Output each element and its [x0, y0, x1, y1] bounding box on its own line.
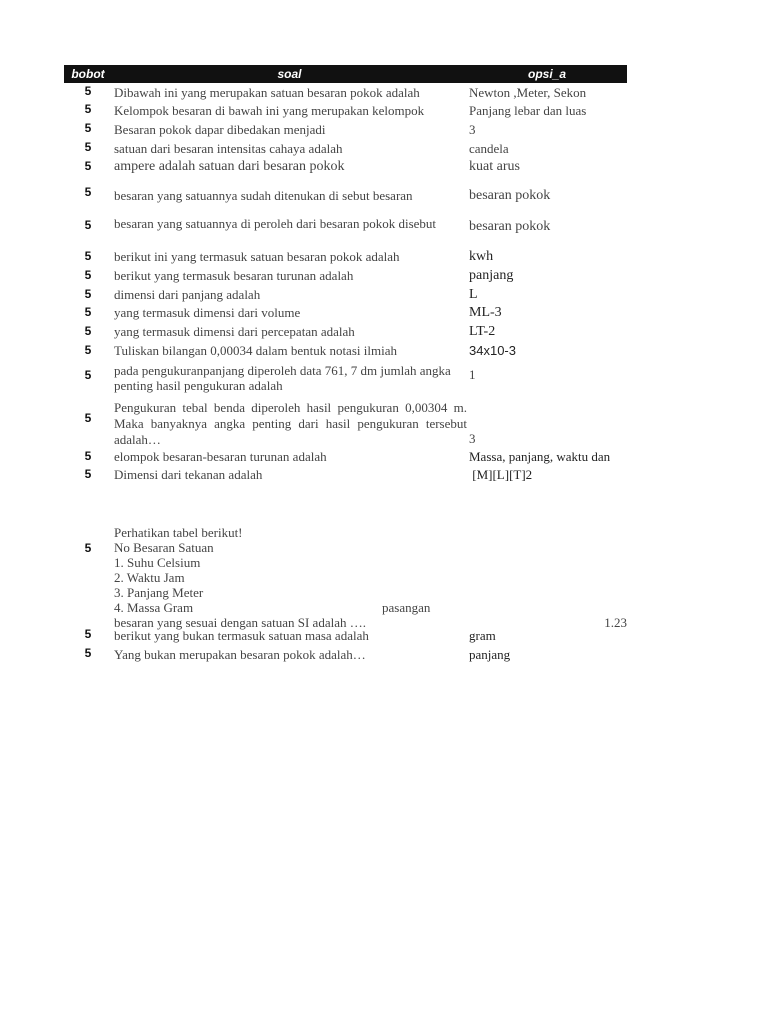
question-line: Perhatikan tabel berikut! — [114, 525, 243, 540]
question-line: 2. Waktu Jam — [114, 570, 185, 585]
bobot-cell[interactable]: 5 — [84, 218, 92, 232]
table-row[interactable] — [64, 522, 627, 630]
soal-cell[interactable]: dimensi dari panjang adalah — [114, 287, 261, 302]
question-line-text: 4. Massa Gram — [114, 600, 194, 615]
table-row[interactable] — [64, 466, 627, 522]
pasangan-text: pasangan — [382, 600, 431, 615]
bobot-cell[interactable]: 5 — [84, 627, 92, 641]
table-row[interactable] — [64, 139, 627, 158]
question-line: No Besaran Satuan — [114, 540, 214, 555]
bobot-cell[interactable]: 5 — [84, 287, 92, 301]
opsi-cell[interactable]: kuat arus — [469, 159, 520, 174]
header-bobot[interactable]: bobot — [71, 67, 105, 81]
table-row[interactable] — [64, 645, 627, 664]
soal-cell[interactable]: Dibawah ini yang merupakan satuan besaran pokok adalah — [114, 85, 420, 100]
opsi-cell[interactable]: kwh — [469, 249, 494, 264]
soal-cell[interactable]: berikut yang termasuk besaran turunan adalah — [114, 268, 354, 283]
question-last-text: besaran yang sesuai dengan satuan SI adalah …. — [114, 615, 366, 630]
table-row[interactable] — [64, 395, 627, 448]
soal-cell[interactable]: Yang bukan merupakan besaran pokok adalah… — [114, 647, 366, 662]
bobot-cell[interactable]: 5 — [84, 268, 92, 282]
opsi-cell[interactable]: gram — [469, 628, 496, 643]
bobot-cell[interactable]: 5 — [84, 467, 92, 481]
table-row[interactable] — [64, 158, 627, 185]
soal-cell[interactable]: yang termasuk dimensi dari percepatan adalah — [114, 324, 355, 339]
opsi-cell[interactable]: panjang — [469, 647, 511, 662]
bobot-cell[interactable]: 5 — [84, 541, 92, 555]
table-row[interactable] — [64, 248, 627, 267]
opsi-cell[interactable]: 1 — [469, 367, 476, 382]
bobot-cell[interactable]: 5 — [84, 121, 92, 135]
soal-cell[interactable]: elompok besaran-besaran turunan adalah — [114, 449, 327, 464]
table-row[interactable] — [64, 626, 627, 645]
bobot-cell[interactable]: 5 — [84, 324, 92, 338]
table-row[interactable] — [64, 360, 627, 395]
soal-cell[interactable]: yang termasuk dimensi dari volume — [114, 305, 301, 320]
question-line: 3. Panjang Meter — [114, 585, 204, 600]
header-opsi-a[interactable]: opsi_a — [527, 67, 566, 81]
bobot-cell[interactable]: 5 — [84, 646, 92, 660]
table-row[interactable] — [64, 448, 627, 466]
bobot-cell[interactable]: 5 — [84, 368, 92, 382]
soal-cell[interactable]: Tuliskan bilangan 0,00034 dalam bentuk notasi ilmiah — [114, 343, 397, 358]
opsi-cell[interactable]: candela — [469, 141, 509, 156]
soal-cell[interactable]: berikut ini yang termasuk satuan besaran pokok adalah — [114, 249, 400, 264]
opsi-cell[interactable]: besaran pokok — [469, 188, 551, 203]
soal-cell[interactable]: besaran yang satuannya sudah ditenukan di sebut besaran — [114, 188, 413, 203]
opsi-cell[interactable]: L — [469, 287, 478, 302]
bobot-cell[interactable]: 5 — [84, 185, 92, 199]
question-line: 1. Suhu Celsium — [114, 555, 201, 570]
soal-cell[interactable]: satuan dari besaran intensitas cahaya adalah — [114, 141, 343, 156]
soal-cell-table-question[interactable] — [112, 525, 627, 630]
answer-value[interactable]: 1.23 — [604, 615, 627, 630]
header-soal[interactable]: soal — [277, 67, 302, 81]
question-line — [114, 600, 627, 615]
opsi-cell[interactable]: 3 — [469, 431, 476, 446]
bobot-cell[interactable]: 5 — [84, 140, 92, 154]
soal-cell[interactable]: Besaran pokok dapar dibedakan menjadi — [114, 122, 326, 137]
opsi-cell[interactable]: Massa, panjang, waktu dan — [469, 449, 611, 464]
soal-cell[interactable]: Pengukuran tebal benda diperoleh hasil pengukuran 0,00304 m. Maka banyaknya angka penting dari hasil pengukuran tersebut adalah… — [114, 400, 467, 447]
table-row[interactable] — [64, 286, 627, 304]
spreadsheet-table — [64, 65, 627, 664]
soal-cell[interactable]: berikut yang bukan termasuk satuan masa adalah — [114, 628, 369, 643]
table-row[interactable] — [64, 304, 627, 323]
table-row[interactable] — [64, 267, 627, 286]
opsi-cell[interactable]: Panjang lebar dan luas — [469, 103, 587, 118]
soal-cell[interactable]: ampere adalah satuan dari besaran pokok — [114, 159, 345, 174]
opsi-cell[interactable]: besaran pokok — [469, 219, 551, 234]
opsi-cell[interactable]: ML-3 — [469, 305, 502, 320]
table-row[interactable] — [64, 101, 627, 120]
bobot-cell[interactable]: 5 — [84, 159, 92, 173]
soal-cell[interactable]: pada pengukuranpanjang diperoleh data 761, 7 dm jumlah angka penting hasil pengukuran adalah — [114, 363, 451, 393]
bobot-cell[interactable]: 5 — [84, 102, 92, 116]
bobot-cell[interactable]: 5 — [84, 84, 92, 98]
table-row[interactable] — [64, 185, 627, 211]
opsi-cell[interactable]: 3 — [469, 122, 476, 137]
bobot-cell[interactable]: 5 — [84, 249, 92, 263]
table-row[interactable] — [64, 83, 627, 101]
table-row[interactable] — [64, 342, 627, 360]
table-row[interactable] — [64, 120, 627, 139]
opsi-cell[interactable]: [M][L][T]2 — [469, 467, 533, 482]
table-header — [64, 65, 627, 83]
bobot-cell[interactable]: 5 — [84, 411, 92, 425]
soal-cell[interactable]: besaran yang satuannya di peroleh dari besaran pokok disebut — [114, 216, 437, 231]
soal-cell[interactable]: Kelompok besaran di bawah ini yang merupakan kelompok — [114, 103, 425, 118]
opsi-cell[interactable]: LT-2 — [469, 324, 496, 339]
table-row[interactable] — [64, 211, 627, 248]
opsi-cell[interactable]: 34x10-3 — [469, 343, 516, 358]
bobot-cell[interactable]: 5 — [84, 305, 92, 319]
soal-cell[interactable]: Dimensi dari tekanan adalah — [114, 467, 263, 482]
bobot-cell[interactable]: 5 — [84, 343, 92, 357]
opsi-cell[interactable]: Newton ,Meter, Sekon — [469, 85, 587, 100]
opsi-cell[interactable]: panjang — [469, 268, 514, 283]
table-row[interactable] — [64, 323, 627, 342]
bobot-cell[interactable]: 5 — [84, 449, 92, 463]
